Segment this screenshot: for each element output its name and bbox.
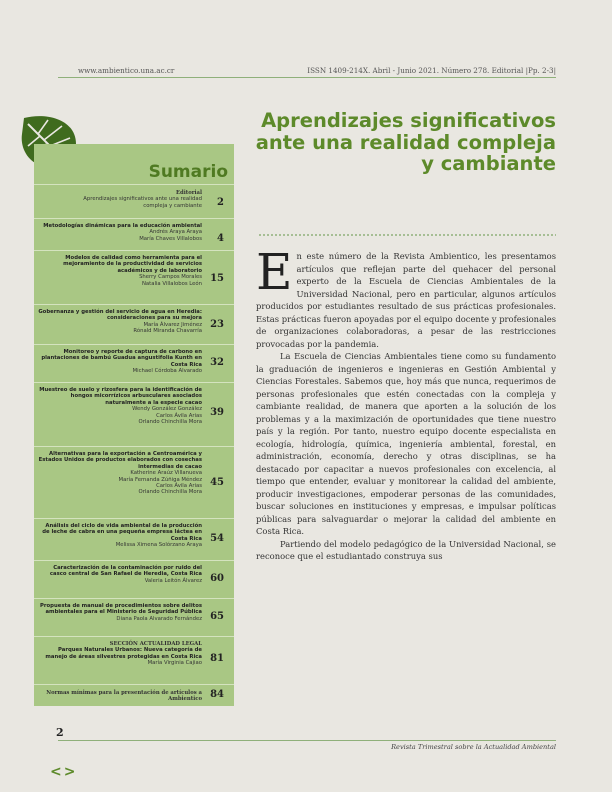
entry-page: 15 <box>210 273 224 284</box>
entry-page: 84 <box>210 689 224 700</box>
sumario-entry[interactable] <box>34 250 234 304</box>
entry-title: Muestreo de suelo y rizosfera para la identificación de hongos micorrízicos arbusculares asociados naturalmente a la especie cacao <box>39 387 202 406</box>
prev-page-icon[interactable]: < <box>50 764 62 780</box>
entry-line: Wendy González González <box>132 406 202 413</box>
paragraph-3: Partiendo del modelo pedagógico de la Universidad Nacional, se reconoce que el estudiantado construya sus <box>256 538 556 561</box>
entry-line: María Fernanda Zúñiga Méndez <box>118 476 202 483</box>
entry-page: 81 <box>210 653 224 664</box>
entry-line: Aprendizajes significativos ante una realidad <box>83 196 202 203</box>
entry-title: Análisis del ciclo de vida ambiental de la producción de leche de cabra en una pequeña empresa láctea en Costa Rica <box>42 523 202 542</box>
sumario-entry[interactable] <box>34 304 234 344</box>
entry-title: Gobernanza y gestión del servicio de agua en Heredia: consideraciones para su mejora <box>38 309 202 322</box>
entry-title: SECCIÓN ACTUALIDAD LEGAL <box>109 641 202 647</box>
entry-line: Katherine Araúz Villanueva <box>130 470 202 477</box>
entry-page: 60 <box>210 573 224 584</box>
entry-line: Andrés Araya Araya <box>149 229 202 236</box>
entry-line: Carlos Ávila Arias <box>156 412 202 419</box>
entry-line: Melissa Ximena Solórzano Araya <box>115 542 202 549</box>
entry-line: María Chaves Villalobos <box>139 235 202 242</box>
entry-title: Propuesta de manual de procedimientos sobre delitos ambientales para el Ministerio de Seguridad Pública <box>40 603 202 616</box>
entry-line: compleja y cambiante <box>143 202 202 209</box>
entry-line: Valeria Leitón Álvarez <box>144 577 202 584</box>
title-line-3: y cambiante <box>421 152 556 175</box>
header-divider <box>58 77 556 78</box>
journal-url[interactable]: www.ambientico.una.ac.cr <box>78 66 175 75</box>
sumario-entry[interactable] <box>34 560 234 598</box>
entry-line: Michael Córdoba Alvarado <box>132 368 202 375</box>
entry-line: Orlando Chinchilla Mora <box>138 419 202 426</box>
article-title <box>250 110 556 175</box>
entry-line: Parques Naturales Urbanos: Nueva categoría de manejo de áreas silvestres protegidas en Costa Rica <box>45 647 202 660</box>
sumario-panel <box>34 144 234 706</box>
issn-line: ISSN 1409-214X. Abril - Junio 2021. Número 278. Editorial |Pp. 2-3| <box>307 66 556 75</box>
sumario-entry[interactable] <box>34 218 234 250</box>
paragraph-2: La Escuela de Ciencias Ambientales tiene como su fundamento la graduación de ingenieros e ingenieras en Gestión Ambiental y Ciencias Forestales. Sabemos que, hoy más que nunca, requerimos de personas profesionales que estén conectadas con la compleja y cambiante realidad, de manera que aporten a la solución de los problemas y a la maximización de oportunidades que tiene nuestro país y la región. Por tanto, nuestro equipo docente especialista en ecología, hidrología, química, ingeniería ambiental, forestal, en administración, economía, derecho y otras disciplinas, se ha destacado por capacitar a nuevos profesionales con excelencia, al tiempo que entender, evaluar y monitorear la calidad del ambiente, producir investigaciones, empoderar personas de las comunidades, buscar soluciones en instituciones y empresas, e impulsar políticas públicas para salvaguardar o mejorar la calidad del ambiente en Costa Rica. <box>256 351 556 536</box>
entry-page: 65 <box>210 611 224 622</box>
sumario-entry[interactable] <box>34 382 234 446</box>
entry-title: Modelos de calidad como herramienta para el mejoramiento de la productividad de servicios académicos y de laboratorio <box>63 255 202 274</box>
entry-page: 54 <box>210 533 224 544</box>
entry-line: Rónald Miranda Chavarría <box>133 328 202 335</box>
sumario-entry[interactable] <box>34 344 234 382</box>
article-body <box>256 243 556 563</box>
entry-line: Diana Paola Alvarado Fernández <box>116 615 202 622</box>
footer-divider <box>58 740 556 741</box>
entry-title: Monitoreo y reporte de captura de carbono en plantaciones de bambú Guadua angustifolia Kunth en Costa Rica <box>41 349 202 368</box>
drop-cap: E <box>256 243 293 301</box>
page-number: 2 <box>56 726 64 739</box>
entry-title: Caracterización de la contaminación por ruido del casco central de San Rafael de Heredia, Costa Rica <box>49 565 202 578</box>
page-navigation <box>50 764 77 780</box>
entry-line: María Virginia Cajiao <box>147 660 202 667</box>
entry-page: 39 <box>210 407 224 418</box>
sumario-entry[interactable] <box>34 598 234 636</box>
sumario-entry[interactable] <box>34 184 234 218</box>
paragraph-1-text: n este número de la Revista Ambientico, les presentamos artículos que reflejan parte del quehacer del personal experto de la Escuela de Ciencias Ambientales de la Universidad Nacional, pero en particular, algunos artículos producidos por estudiantes resultado de sus prácticas profesionales. Estas prácticas fueron apoyadas por el equipo docente y profesionales de organizaciones colaboradoras, a pesar de las restricciones provocadas por la pandemia. <box>256 251 556 349</box>
sumario-entry[interactable] <box>34 684 234 706</box>
entry-title: Editorial <box>176 190 202 196</box>
sumario-entry[interactable] <box>34 636 234 684</box>
entry-line: Carlos Ávila Arias <box>156 483 202 490</box>
entry-page: 2 <box>217 197 224 208</box>
entry-line: Sherry Campos Morales <box>139 274 202 281</box>
sumario-entry[interactable] <box>34 518 234 560</box>
entry-page: 4 <box>217 233 224 244</box>
entry-line: Orlando Chinchilla Mora <box>138 489 202 496</box>
entry-page: 32 <box>210 357 224 368</box>
paragraph-1 <box>256 243 556 350</box>
next-page-icon[interactable]: > <box>63 764 76 780</box>
entry-page: 23 <box>210 319 224 330</box>
entry-page: 45 <box>210 477 224 488</box>
title-line-2: ante una realidad compleja <box>255 130 556 154</box>
entry-title: Normas mínimas para la presentación de artículos a Ambientico <box>46 690 202 703</box>
dotted-divider <box>258 234 556 236</box>
entry-title: Metodologías dinámicas para la educación ambiental <box>43 223 202 229</box>
journal-name: Revista Trimestral sobre la Actualidad Ambiental <box>391 743 556 751</box>
title-line-1: Aprendizajes significativos <box>261 109 556 132</box>
entry-title: Alternativas para la exportación a Centroamérica y Estados Unidos de productos elaborados con cosechas intermedias de cacao <box>38 451 202 470</box>
entry-line: Natalia Villalobos León <box>141 280 202 287</box>
sumario-entry[interactable] <box>34 446 234 518</box>
sumario-heading: Sumario <box>148 162 228 182</box>
entry-line: María Álvarez Jiménez <box>143 321 202 328</box>
